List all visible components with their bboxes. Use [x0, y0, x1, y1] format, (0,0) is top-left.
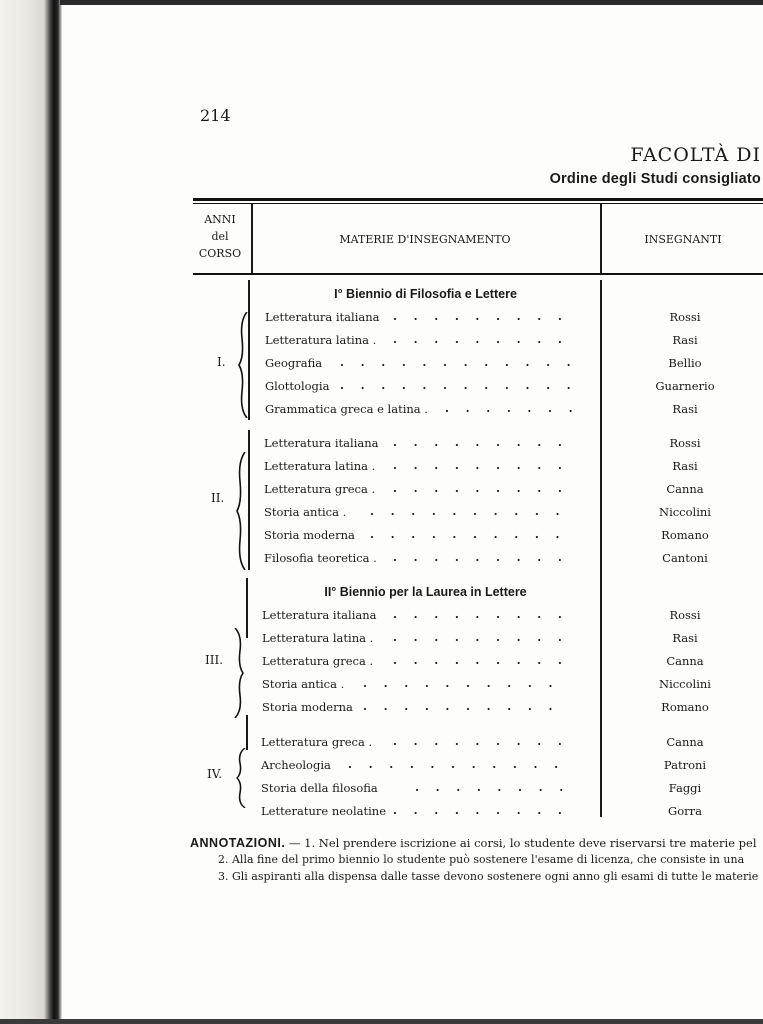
subject: Letteratura italiana — [262, 608, 377, 622]
table-row — [261, 781, 761, 801]
table-row — [262, 608, 762, 628]
subject: Geografia — [265, 356, 323, 370]
subject: Storia della filosofia — [261, 781, 378, 795]
teacher: Guarnerio — [655, 379, 715, 393]
year-label-2: II. — [211, 491, 225, 505]
leader-dots: . . . . . . . . — [415, 780, 570, 794]
leader-dots: . . . . . . . — [445, 401, 579, 415]
notes-line-2: 2. Alla fine del primo biennio lo studente può sostenere l'esame di licenza, che consiste in una — [218, 853, 745, 866]
book-binding-edge — [0, 0, 62, 1024]
subject: Storia antica . — [264, 505, 347, 519]
leader-dots: . . . . . . . . . — [393, 803, 569, 817]
header-anni-del-corso: ANNI del CORSO — [198, 213, 242, 260]
table-row — [264, 436, 763, 456]
leader-dots: . . . . . . . . . — [393, 734, 569, 748]
notes-dash: — — [289, 836, 301, 850]
teacher: Rossi — [669, 436, 701, 450]
subject: Glottologia — [265, 379, 330, 393]
column-divider-anni-3 — [246, 578, 248, 638]
teacher: Cantoni — [662, 551, 708, 565]
leader-dots: . . . . . . . . . . . . — [340, 378, 577, 392]
table-row — [264, 482, 763, 502]
notes-line-1 — [190, 836, 757, 850]
top-page-edge — [60, 0, 763, 5]
table-row — [265, 379, 763, 399]
table-row — [261, 735, 761, 755]
subject: Storia moderna — [262, 700, 353, 714]
section-title-first-biennium: I° Biennio di Filosofia e Lettere — [334, 287, 517, 301]
notes-label: ANNOTAZIONI. — [190, 836, 286, 850]
column-divider-anni-4 — [246, 715, 248, 750]
table-row — [262, 700, 762, 720]
teacher: Canna — [666, 654, 704, 668]
subject: Letteratura latina . — [262, 631, 374, 645]
leader-dots: . . . . . . . . . — [393, 630, 569, 644]
brace-year-4 — [236, 748, 246, 808]
leader-dots: . . . . . . . . . — [393, 435, 569, 449]
column-divider-anni-1 — [248, 280, 250, 420]
table-row — [264, 459, 763, 479]
subject: Letteratura greca . — [264, 482, 376, 496]
leader-dots: . . . . . . . . . . — [363, 676, 559, 690]
leader-dots: . . . . . . . . . — [393, 607, 569, 621]
table-header-rule — [193, 273, 763, 275]
subject: Letteratura italiana — [264, 436, 379, 450]
leader-dots: . . . . . . . . . . — [363, 699, 559, 713]
table-row — [265, 310, 763, 330]
teacher: Rasi — [672, 459, 698, 473]
teacher: Canna — [666, 735, 704, 749]
table-row — [262, 677, 762, 697]
year-label-4: IV. — [207, 767, 223, 781]
table-row — [264, 528, 763, 548]
table-row — [261, 758, 761, 778]
section-title-second-biennium: II° Biennio per la Laurea in Lettere — [324, 585, 527, 599]
subject: Storia antica . — [262, 677, 345, 691]
notes-line-3: 3. Gli aspiranti alla dispensa dalle tasse devono sostenere ogni anno gli esami di tutte le materie — [218, 870, 759, 883]
table-row — [262, 654, 762, 674]
column-divider-anni-2 — [248, 430, 250, 570]
table-row — [261, 804, 761, 824]
table-row — [265, 402, 763, 422]
teacher: Romano — [661, 528, 709, 542]
table-row — [264, 551, 763, 571]
leader-dots: . . . . . . . . . — [393, 653, 569, 667]
table-row — [265, 333, 763, 353]
year-label-1: I. — [217, 355, 226, 369]
subject: Letteratura greca . — [262, 654, 374, 668]
leader-dots: . . . . . . . . . — [393, 458, 569, 472]
subject: Letteratura italiana — [265, 310, 380, 324]
page-number: 214 — [200, 106, 231, 125]
subject: Archeologia — [261, 758, 331, 772]
note-text: 1. Nel prendere iscrizione ai corsi, lo studente deve riservarsi tre materie pel — [304, 836, 757, 850]
table-row — [264, 505, 763, 525]
leader-dots: . . . . . . . . . . — [370, 504, 566, 518]
table-top-thin-rule — [193, 203, 763, 204]
subject: Letteratura greca . — [261, 735, 373, 749]
subject: Storia moderna — [264, 528, 355, 542]
leader-dots: . . . . . . . . . . . — [348, 757, 565, 771]
subject: Letterature neolatine — [261, 804, 387, 818]
teacher: Rossi — [669, 608, 701, 622]
subject: Filosofia teoretica . — [264, 551, 377, 565]
brace-year-2 — [236, 452, 246, 570]
header-divider-1 — [251, 203, 253, 273]
subject: Letteratura latina . — [265, 333, 377, 347]
teacher: Rasi — [672, 402, 698, 416]
leader-dots: . . . . . . . . . . . . — [340, 355, 577, 369]
table-row — [265, 356, 763, 376]
header-insegnanti: INSEGNANTI — [644, 233, 722, 246]
table-row — [262, 631, 762, 651]
study-order-title: Ordine degli Studi consigliato — [549, 171, 761, 187]
brace-year-1 — [238, 312, 248, 418]
subject: Grammatica greca e latina . — [265, 402, 428, 416]
leader-dots: . . . . . . . . . — [393, 332, 569, 346]
leader-dots: . . . . . . . . . — [393, 309, 569, 323]
teacher: Gorra — [668, 804, 702, 818]
teacher: Faggi — [668, 781, 702, 795]
header-divider-2 — [600, 203, 602, 273]
bottom-page-edge — [0, 1019, 763, 1024]
teacher: Romano — [661, 700, 709, 714]
brace-year-3 — [234, 628, 244, 718]
leader-dots: . . . . . . . . . — [393, 481, 569, 495]
teacher: Rossi — [669, 310, 701, 324]
teacher: Rasi — [672, 631, 698, 645]
faculty-title: FACOLTÀ DI — [630, 144, 761, 166]
header-materie: MATERIE D'INSEGNAMENTO — [339, 233, 511, 246]
teacher: Niccolini — [659, 505, 711, 519]
leader-dots: . . . . . . . . . — [393, 550, 569, 564]
teacher: Rasi — [672, 333, 698, 347]
table-top-rule — [193, 198, 763, 201]
teacher: Patroni — [663, 758, 707, 772]
leader-dots: . . . . . . . . . . — [370, 527, 566, 541]
year-label-3: III. — [205, 653, 224, 667]
subject: Letteratura latina . — [264, 459, 376, 473]
teacher: Canna — [666, 482, 704, 496]
teacher: Niccolini — [659, 677, 711, 691]
teacher: Bellio — [668, 356, 702, 370]
